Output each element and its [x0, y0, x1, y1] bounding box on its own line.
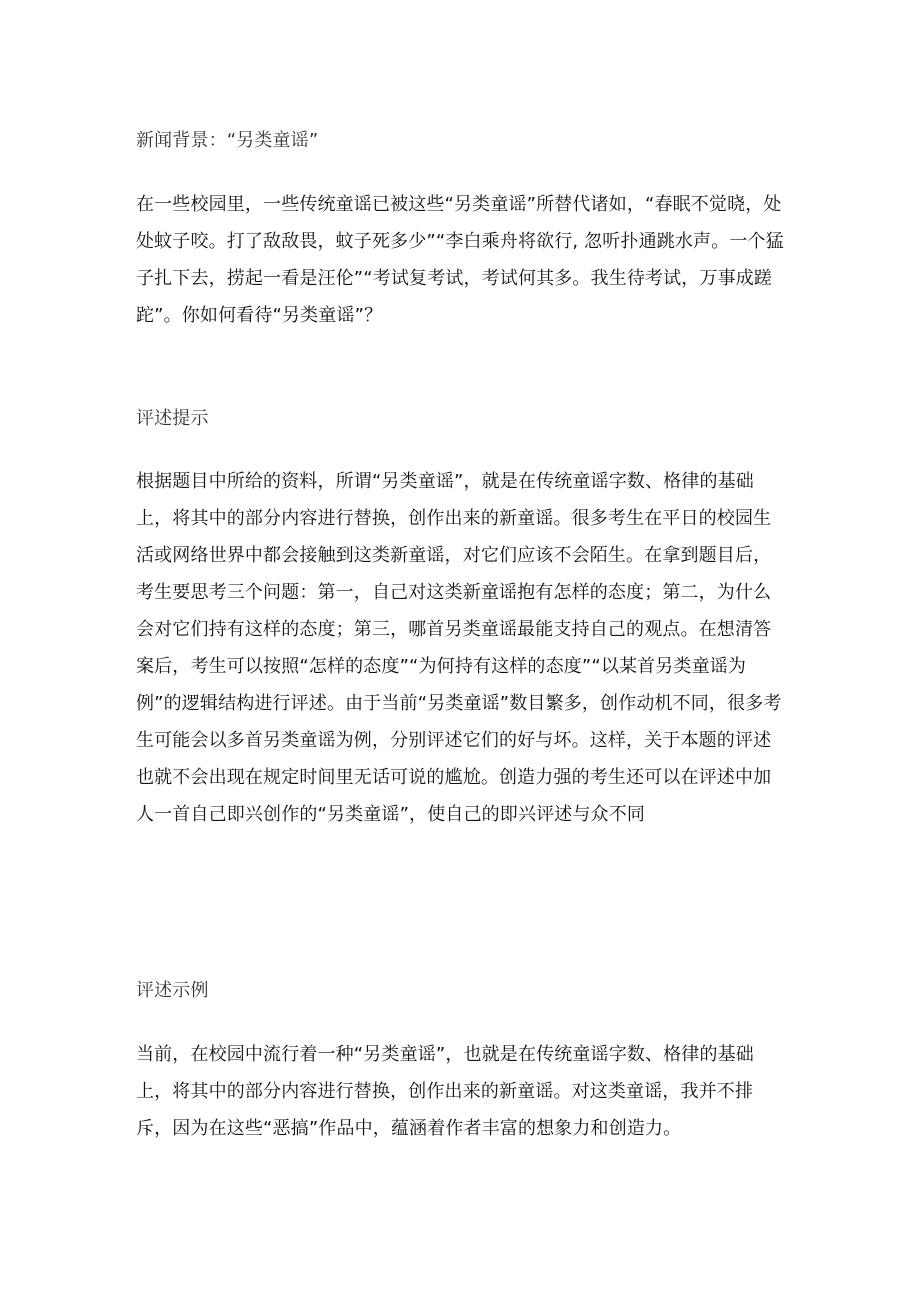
review-example-title: 评述示例 — [136, 980, 209, 1001]
news-background-paragraph: 在一些校园里，一些传统童谣已被这些“另类童谣”所替代诸如，“春眠不觉晓，处处蚊子咬。打了敌敌畏，蚊子死多少”“李白乘舟将欲行, 忽听扑通跳水声。一个猛子扎下去，捞起一看是汪伦”“考试复考试，考试何其多。我生待考试，万事成蹉跎”。你如何看待“另类童谣”？ — [136, 194, 784, 326]
review-tips-paragraph: 根据题目中所给的资料，所谓“另类童谣”，就是在传统童谣字数、格律的基础上，将其中的部分内容进行替换，创作出来的新童谣。很多考生在平日的校园生活或网络世界中都会接触到这类新童谣，对它们应该不会陌生。在拿到题目后，考生要思考三个问题：第一，自己对这类新童谣抱有怎样的态度；第二，为什么会对它们持有这样的态度；第三，哪首另类童谣最能支持自己的观点。在想清答案后，考生可以按照“怎样的态度”“为何持有这样的态度”“以某首另类童谣为例”的逻辑结构进行评述。由于当前“另类童谣”数目繁多，创作动机不同，很多考生可能会以多首另类童谣为例，分别评述它们的好与坏。这样，关于本题的评述也就不会出现在规定时间里无话可说的尴尬。创造力强的考生还可以在评述中加人一首自己即兴创作的“另类童谣”，使自己的即兴评述与众不同 — [136, 471, 782, 825]
review-tips-title: 评述提示 — [136, 408, 209, 429]
review-example-paragraph: 当前，在校园中流行着一种“另类童谣”，也就是在传统童谣字数、格律的基础上，将其中的部分内容进行替换，创作出来的新童谣。对这类童谣，我并不排斥，因为在这些“恶搞”作品中，蕴涵着作者丰富的想象力和创造力。 — [136, 1044, 754, 1139]
news-background-title: 新闻背景：“另类童谣” — [136, 130, 319, 151]
